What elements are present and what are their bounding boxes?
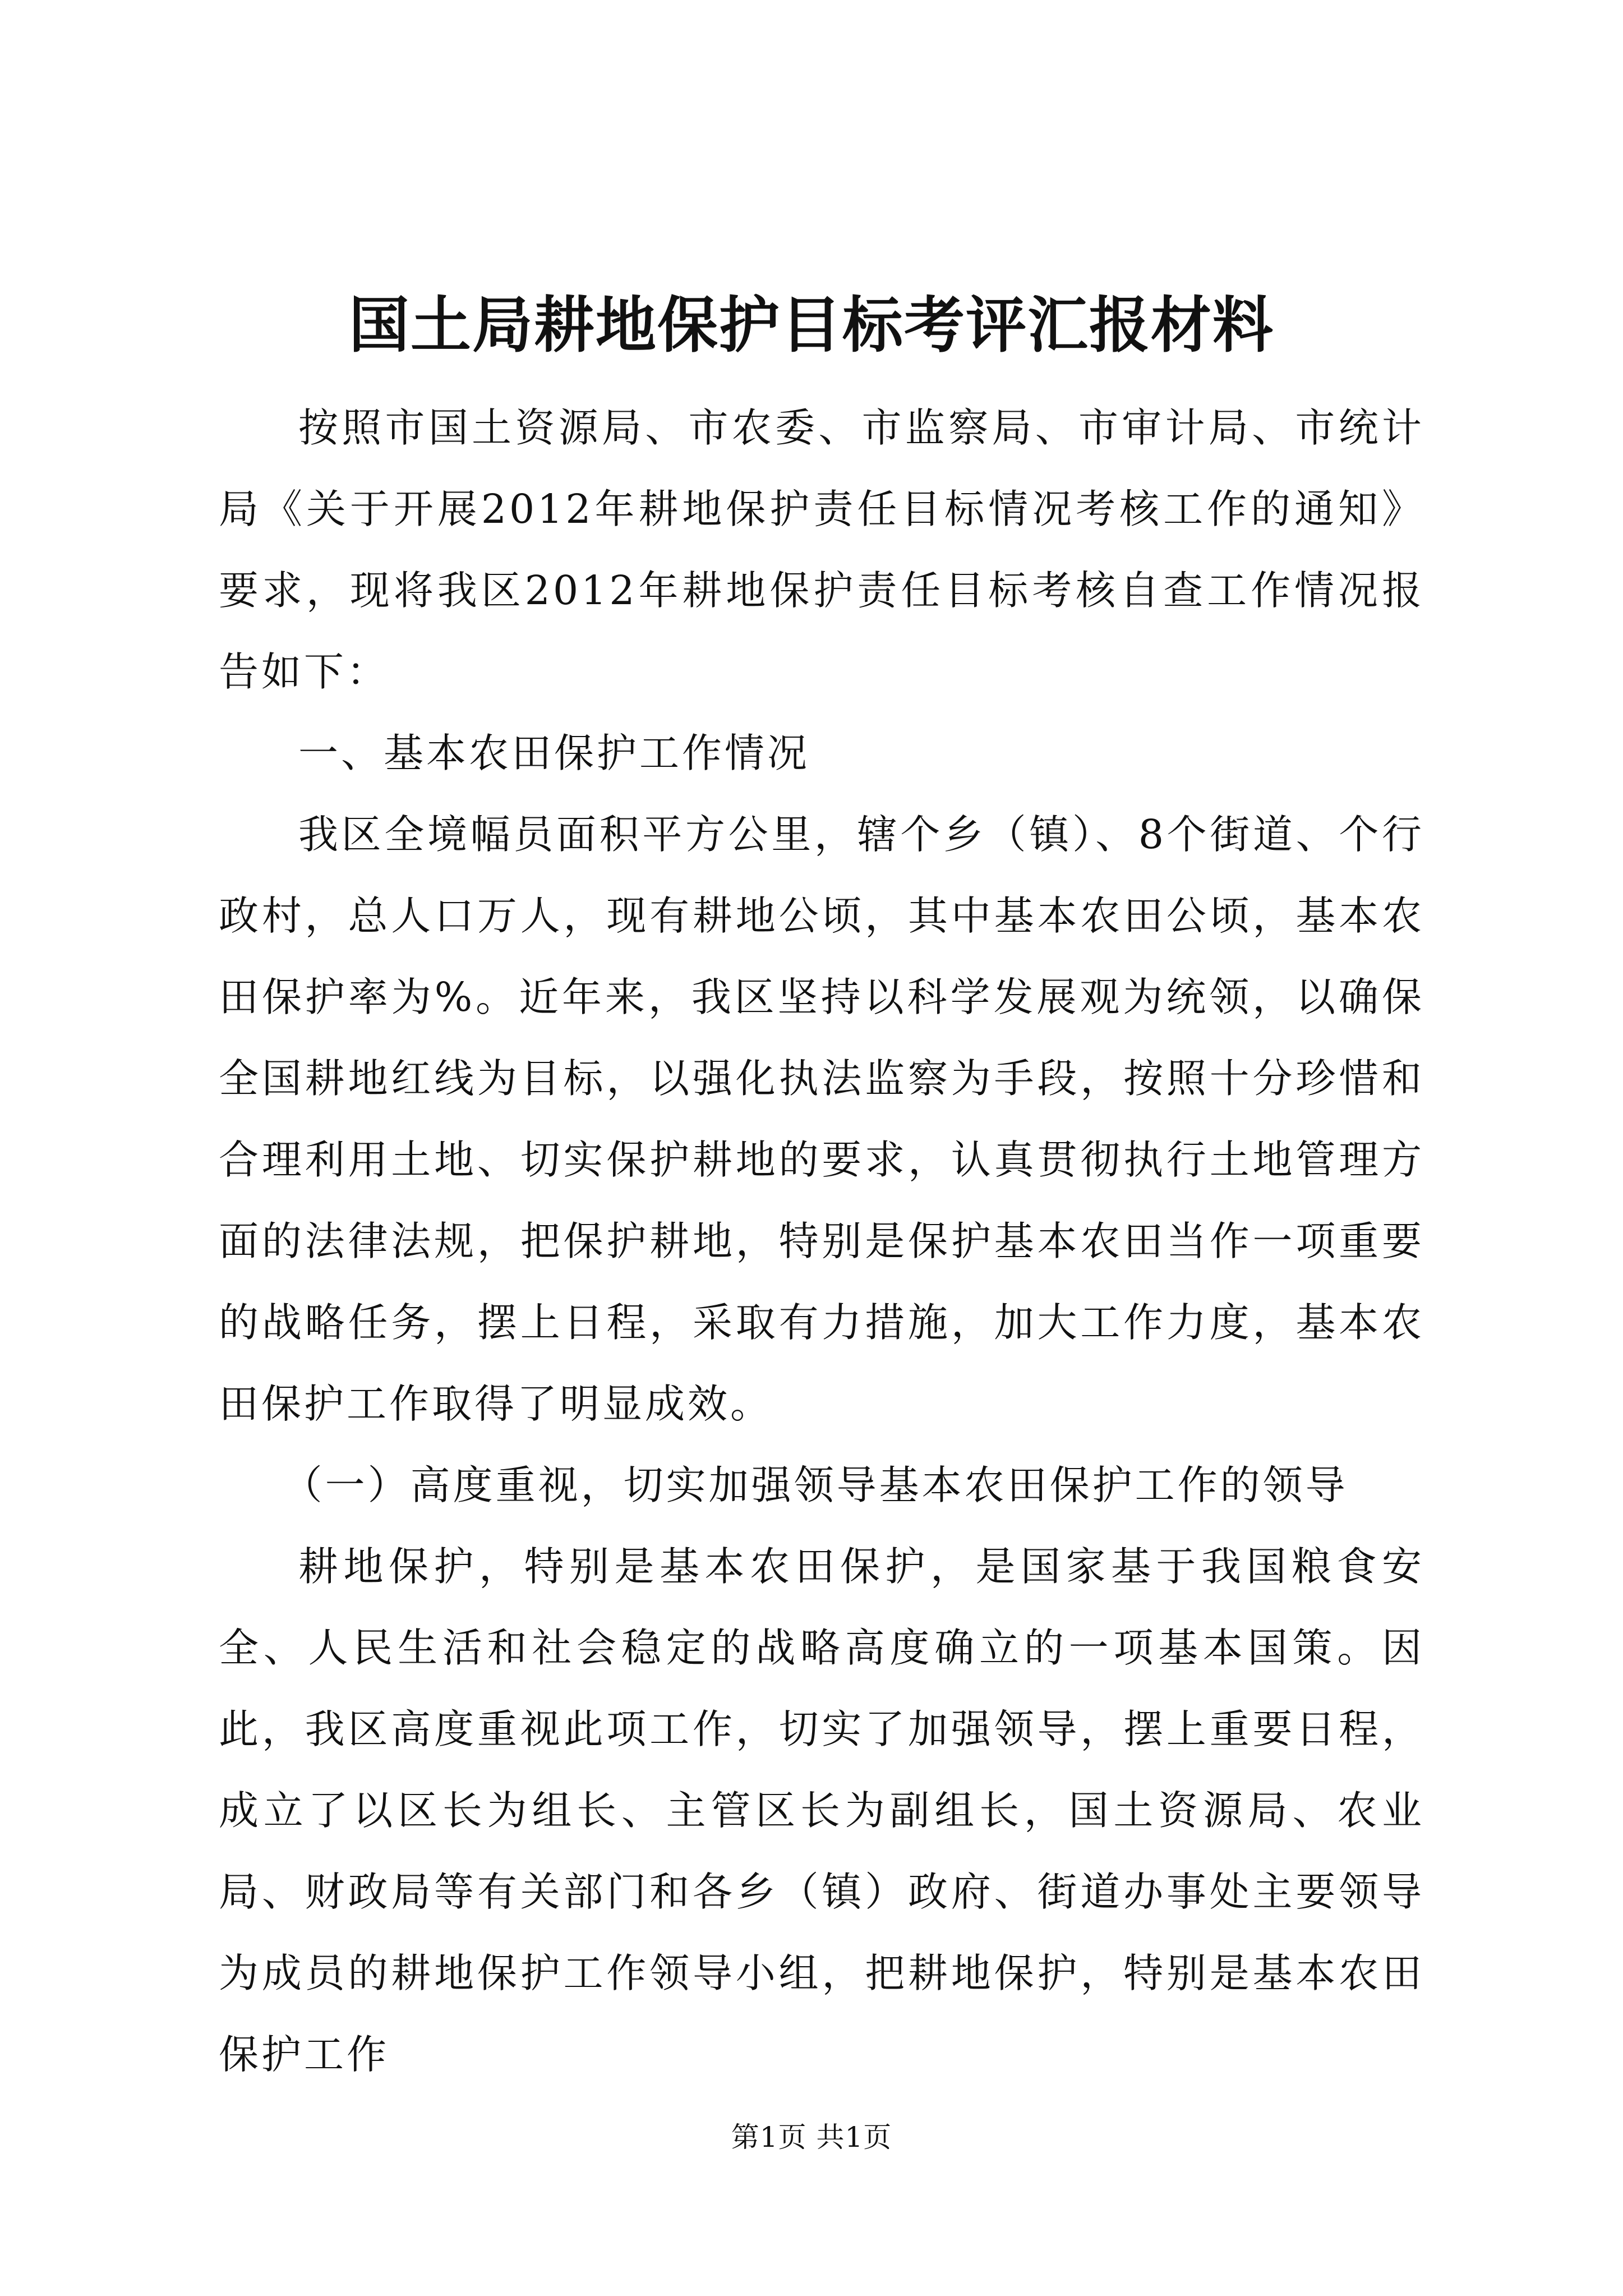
document-body	[219, 387, 1424, 2095]
paragraph-intro: 按照市国土资源局、市农委、市监察局、市审计局、市统计局《关于开展2012年耕地保护责任目标情况考核工作的通知》要求，现将我区2012年耕地保护责任目标考核自查工作情况报告如下：	[219, 404, 1424, 695]
page-number-footer: 第1页 共1页	[731, 2121, 892, 2154]
section-heading-1: 一、基本农田保护工作情况	[298, 730, 810, 776]
subsection-heading-1: （一）高度重视，切实加强领导基本农田保护工作的领导	[282, 1462, 1348, 1508]
paragraph-overview: 我区全境幅员面积平方公里，辖个乡（镇）、8个街道、个行政村，总人口万人，现有耕地公顷，其中基本农田公顷，基本农田保护率为%。近年来，我区坚持以科学发展观为统领，以确保全国耕地红线为目标，以强化执法监察为手段，按照十分珍惜和合理利用土地、切实保护耕地的要求，认真贯彻执行土地管理方面的法律法规，把保护耕地，特别是保护基本农田当作一项重要的战略任务，摆上日程，采取有力措施，加大工作力度，基本农田保护工作取得了明显成效。	[219, 811, 1424, 1427]
document-title: 国土局耕地保护目标考评汇报材料	[348, 290, 1274, 361]
paragraph-leadership: 耕地保护，特别是基本农田保护，是国家基于我国粮食安全、人民生活和社会稳定的战略高度确立的一项基本国策。因此，我区高度重视此项工作，切实了加强领导，摆上重要日程，成立了以区长为组长、主管区长为副组长，国土资源局、农业局、财政局等有关部门和各乡（镇）政府、街道办事处主要领导为成员的耕地保护工作领导小组，把耕地保护，特别是基本农田保护工作	[219, 1543, 1424, 2078]
